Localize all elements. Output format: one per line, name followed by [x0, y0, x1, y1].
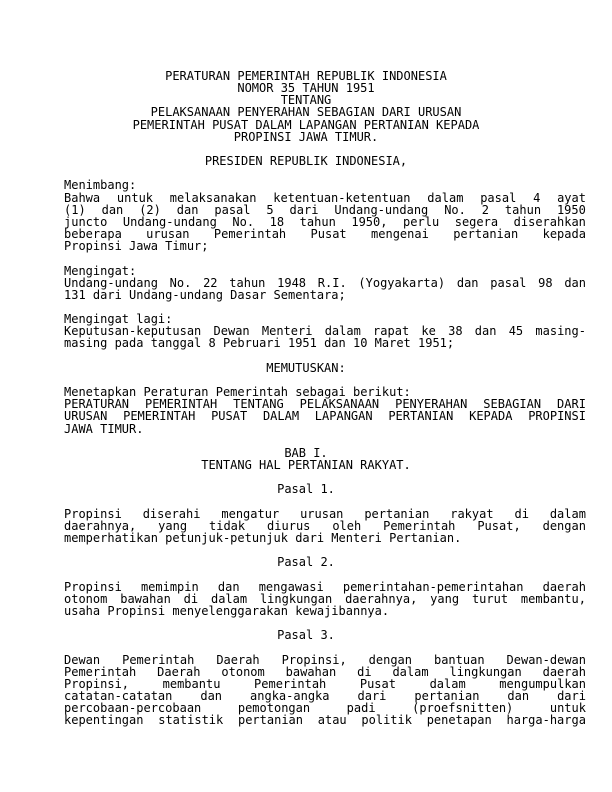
- text-line: URUSAN PEMERINTAH PUSAT DALAM LAPANGAN PERTANIAN KEPADA PROPINSI: [64, 409, 586, 424]
- text-line: MEMUTUSKAN:: [266, 360, 346, 375]
- text-line: PELAKSANAAN PENYERAHAN SEBAGIAN DARI URUSAN: [150, 105, 462, 120]
- menimbang: [64, 179, 586, 252]
- presiden-line: [0, 155, 612, 167]
- text-line: Pasal 3.: [277, 628, 335, 643]
- text-line: otonom bawahan di dalam lingkungan daerahnya, yang turut membantu,: [64, 591, 586, 606]
- text-line: Propinsi Jawa Timur;: [64, 239, 209, 254]
- text-line: Bahwa untuk melaksanakan ketentuan-ketentuan dalam pasal 4 ayat: [64, 190, 586, 205]
- text-line: Dewan Pemerintah Daerah Propinsi, dengan bantuan Dewan-dewan: [64, 652, 586, 667]
- text-line: usaha Propinsi menyelenggarakan kewajibannya.: [64, 603, 390, 618]
- text-line: Pasal 1.: [277, 482, 335, 497]
- text-line: kepentingan statistik pertanian atau politik penetapan harga-harga: [64, 713, 586, 728]
- text-line: TENTANG: [280, 93, 332, 108]
- text-line: Propinsi, membantu Pemerintah Pusat dalam mengumpulkan: [64, 676, 586, 691]
- pasal-1-heading: [0, 483, 612, 495]
- text-line: Mengingat lagi:: [64, 312, 173, 327]
- text-line: Menetapkan Peraturan Pemerintah sebagai berikut:: [64, 385, 411, 400]
- text-line: Propinsi diserahi mengatur urusan pertanian rakyat di dalam: [64, 506, 586, 521]
- text-line: (1) dan (2) dan pasal 5 dari Undang-undang No. 2 tahun 1950: [64, 202, 586, 217]
- text-line: NOMOR 35 TAHUN 1951: [237, 81, 375, 96]
- text-line: masing pada tanggal 8 Pebruari 1951 dan 10 Maret 1951;: [64, 336, 455, 351]
- text-line: Propinsi memimpin dan mengawasi pemerintahan-pemerintahan daerah: [64, 579, 586, 594]
- text-line: PROPINSI JAWA TIMUR.: [233, 129, 379, 144]
- pasal-1-body: [64, 508, 586, 544]
- pasal-2-body: [64, 581, 586, 617]
- pasal-3-heading: [0, 629, 612, 641]
- text-line: JAWA TIMUR.: [64, 421, 144, 436]
- text-line: 131 dari Undang-undang Dasar Sementara;: [64, 287, 346, 302]
- text-line: PRESIDEN REPUBLIK INDONESIA,: [204, 154, 408, 169]
- text-line: TENTANG HAL PERTANIAN RAKYAT.: [201, 458, 411, 472]
- text-line: Undang-undang No. 22 tahun 1948 R.I. (Yogyakarta) dan pasal 98 dan: [64, 275, 586, 290]
- text-line: Mengingat:: [64, 263, 137, 278]
- memutuskan: [0, 362, 612, 374]
- text-line: BAB I.: [284, 445, 328, 460]
- text-line: percobaan-percobaan pemotongan padi (proefsnitten) untuk: [64, 701, 586, 716]
- title: [0, 70, 612, 143]
- text-line: juncto Undang-undang No. 18 tahun 1950, perlu segera diserahkan: [64, 214, 586, 229]
- menetapkan: [64, 386, 586, 435]
- pasal-2-heading: [0, 556, 612, 568]
- text-line: PERATURAN PEMERINTAH REPUBLIK INDONESIA: [165, 69, 447, 83]
- mengingat: [64, 265, 586, 301]
- mengingat-lagi: [64, 313, 586, 349]
- text-line: Pasal 2.: [277, 555, 335, 570]
- text-line: PEMERINTAH PUSAT DALAM LAPANGAN PERTANIAN KEPADA: [132, 117, 480, 132]
- text-line: memperhatikan petunjuk-petunjuk dari Menteri Pertanian.: [64, 530, 462, 545]
- text-line: Menimbang:: [64, 178, 137, 193]
- pasal-3-body: [64, 654, 586, 727]
- text-line: Pemerintah Daerah otonom bawahan di dalam lingkungan daerah: [64, 664, 586, 679]
- text-line: PERATURAN PEMERINTAH TENTANG PELAKSANAAN PENYERAHAN SEBAGIAN DARI: [64, 397, 586, 412]
- bab-1-heading: [0, 447, 612, 471]
- text-line: daerahnya, yang tidak diurus oleh Pemerintah Pusat, dengan: [64, 518, 586, 533]
- text-line: catatan-catatan dan angka-angka dari pertanian dan dari: [64, 688, 586, 703]
- text-line: Keputusan-keputusan Dewan Menteri dalam rapat ke 38 dan 45 masing-: [64, 324, 586, 339]
- text-line: beberapa urusan Pemerintah Pusat mengenai pertanian kepada: [64, 227, 586, 242]
